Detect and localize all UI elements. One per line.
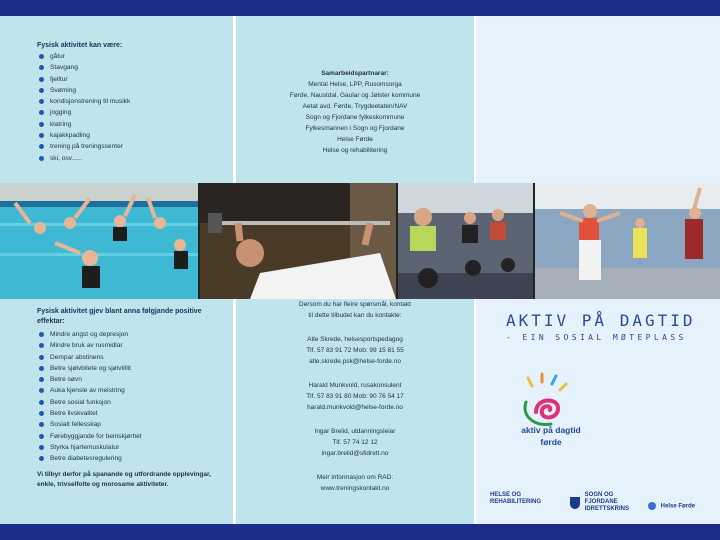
- dots-icon: [648, 502, 656, 510]
- list-item: ski, osv......: [37, 153, 130, 164]
- partners-panel: [236, 16, 474, 183]
- partner-line: Helse Førde: [337, 136, 373, 143]
- contacts-panel: [236, 299, 474, 524]
- list-item: trening på treningssenter: [37, 141, 130, 152]
- partner-logo-idrettskrins: [570, 492, 645, 513]
- partner-logo-helse-rehab: [490, 492, 558, 506]
- contact-name: Atle Skrede, helsesportspedagog: [307, 336, 403, 343]
- brochure-title: AKTIV PÅ DAGTID: [506, 311, 696, 330]
- bottom-band: [0, 524, 720, 540]
- list-item: Sosialt fellesskap: [37, 419, 217, 430]
- contact-name: Harald Munkvold, rusakonsulent: [308, 382, 402, 389]
- partners-heading: Samarbeidspartnarar:: [321, 70, 389, 77]
- effects-note: Vi tilbyr derfor på spanande og utfordrande opplevingar, enkle, trivselfolte og morosame aktiviteter.: [37, 470, 211, 488]
- spinning-photo: [398, 183, 533, 299]
- partner-line: Sogn og Fjordane fylkeskommune: [305, 114, 405, 121]
- list-item: Svøming: [37, 85, 130, 96]
- contact-email[interactable]: ingar.brelid@sfidrett.no: [321, 450, 389, 457]
- partner-line: Førde, Naustdal, Gaular og Jølster kommune: [289, 92, 421, 99]
- list-item: Førebyggjande for beinskjørhet: [37, 431, 217, 442]
- activities-heading: Fysisk aktivitet kan være:: [37, 42, 123, 49]
- swimming-photo: [0, 183, 198, 299]
- list-item: Stavgang: [37, 62, 130, 73]
- list-item: kondisjonstrening til musikk: [37, 96, 130, 107]
- contact-intro: til dette tilbudet kan du kontakte:: [308, 312, 402, 319]
- contact-intro: Dersom du har fleire spørsmål, kontakt: [299, 301, 411, 308]
- list-item: Mindre bruk av rusmidlar: [37, 340, 217, 351]
- partner-line: Helse og rehabilitering: [322, 147, 388, 154]
- list-item: fjelltur: [37, 74, 130, 85]
- partner-line: Aetat avd. Førde, Trygdeetaten/NAV: [302, 103, 408, 110]
- partner-logo-helse-forde: [648, 502, 695, 510]
- list-item: Betre sosial funksjon: [37, 397, 217, 408]
- partner-name: SOGN OG FJORDANE IDRETTSKRINS: [584, 492, 630, 512]
- contact-phone: Tlf. 57 83 91 80 Mob: 90 76 54 17: [306, 393, 404, 400]
- logo-place: førde: [540, 437, 562, 447]
- top-band: [0, 0, 720, 16]
- contact-email[interactable]: harald.munkvold@helse-forde.no: [307, 404, 403, 411]
- list-item: klatring: [37, 119, 130, 130]
- contact-email[interactable]: atle.skrede.psk@helse-forde.no: [309, 358, 401, 365]
- effects-list: [37, 329, 217, 465]
- activities-list: [37, 51, 130, 164]
- photo-strip: [0, 183, 720, 299]
- partner-name: HELSE OG REHABILITERING: [490, 492, 541, 505]
- list-item: Betre søvn: [37, 374, 217, 385]
- effects-heading: Fysisk aktivitet gjev blant anna følgjande positive effektar:: [37, 308, 202, 325]
- list-item: kajakkpadling: [37, 130, 130, 141]
- aktiv-logo-icon: [496, 372, 606, 462]
- list-item: Dempar abstinens: [37, 352, 217, 363]
- partner-line: Fylkesmannen i Sogn og Fjordane: [305, 125, 405, 132]
- list-item: Betre diabetesregulering: [37, 453, 217, 464]
- list-item: Styrka hjartemuskulatur: [37, 442, 217, 453]
- contact-phone: Tlf. 57 83 91 72 Mob: 99 15 81 55: [306, 347, 404, 354]
- list-item: Betre livskvalitet: [37, 408, 217, 419]
- list-item: jogging: [37, 107, 130, 118]
- effects-panel: [0, 299, 233, 524]
- brochure-subtitle: - EIN SOSIAL MØTEPLASS: [506, 333, 687, 342]
- more-info-label: Meir informasjon om RAD:: [316, 474, 394, 481]
- contact-phone: Tlf. 57 74 12 12: [332, 439, 378, 446]
- aerobics-photo: [535, 183, 720, 299]
- weightlifting-photo: [200, 183, 396, 299]
- list-item: Auka kjensle av meistring: [37, 385, 217, 396]
- partners-block: [236, 68, 474, 156]
- contact-name: Ingar Brelid, utdanningsleiar: [314, 428, 396, 435]
- activities-panel: [0, 16, 233, 183]
- website-link[interactable]: www.treningskontakt.no: [320, 485, 390, 492]
- list-item: Betre sjølvbilete og sjølvtillit: [37, 363, 217, 374]
- partner-name: Helse Førde: [660, 503, 696, 510]
- right-top-panel: [476, 16, 720, 183]
- list-item: gåtur: [37, 51, 130, 62]
- contacts-block: [236, 299, 474, 494]
- partner-line: Mental Helse, LPP, Rusomsorga: [308, 81, 402, 88]
- logo-text: aktiv på dagtid: [521, 425, 581, 435]
- list-item: Mindre angst og depresjon: [37, 329, 217, 340]
- shield-icon: [570, 497, 580, 509]
